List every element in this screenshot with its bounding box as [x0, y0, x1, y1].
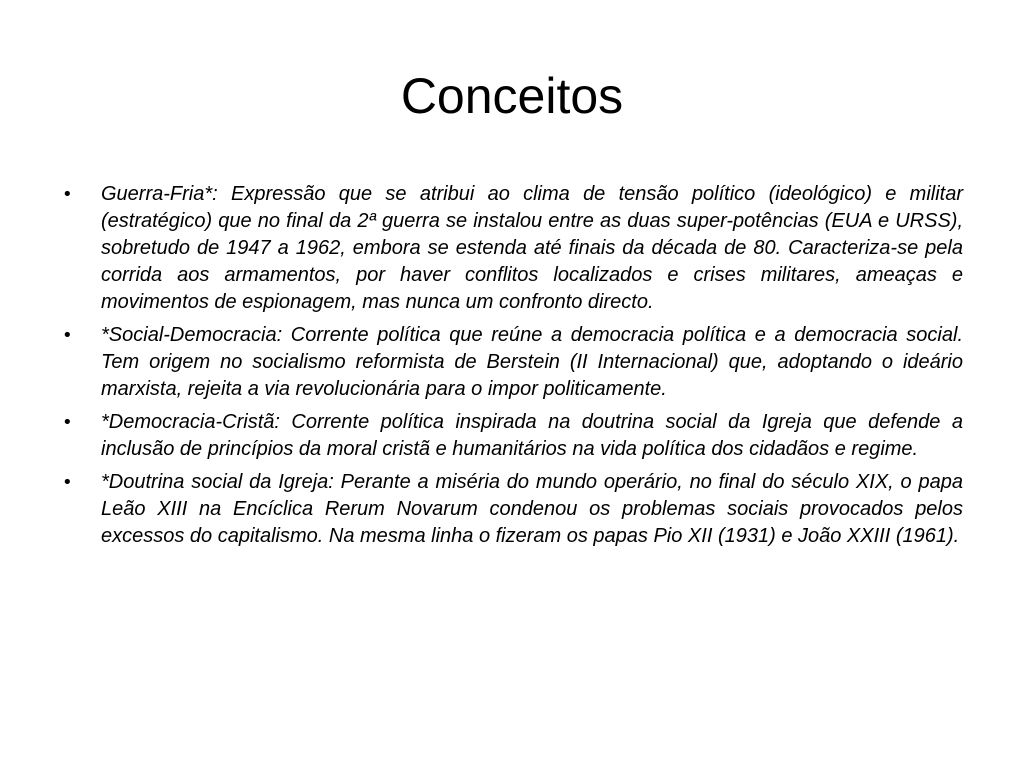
bullet-item-democracia-crista — [62, 409, 963, 463]
bullet-text: *Doutrina social da Igreja: Perante a miséria do mundo operário, no final do século XIX, o papa Leão XIII na Encíclica Rerum Novarum condenou os problemas sociais provocados pelos excessos do capitalismo. Na mesma linha o fizeram os papas Pio XII (1931) e João XXIII (1961). — [101, 471, 963, 547]
bullet-marker: • — [62, 325, 73, 346]
bullet-marker: • — [62, 412, 73, 433]
bullet-item-social-democracia — [62, 322, 963, 403]
bullet-marker: • — [62, 184, 73, 205]
bullet-text: Guerra-Fria*: Expressão que se atribui ao clima de tensão político (ideológico) e militar (estratégico) que no final da 2ª guerra se instalou entre as duas super-potências (EUA e URSS), sobretudo de 1947 a 1962, embora se estenda até finais da década de 80. Caracteriza-se pela corrida aos armamentos, por haver conflitos localizados e crises militares, ameaças e movimentos de espionagem, mas nunca um confronto directo. — [101, 183, 963, 313]
bullet-marker: • — [62, 472, 73, 493]
bullet-item-doutrina-social — [62, 469, 963, 550]
bullet-text: *Social-Democracia: Corrente política que reúne a democracia política e a democracia social. Tem origem no socialismo reformista de Berstein (II Internacional) que, adoptando o ideário marxista, rejeita a via revolucionária para o impor politicamente. — [101, 324, 963, 400]
bullet-list — [62, 181, 963, 556]
slide-title: Conceitos — [400, 68, 624, 124]
bullet-item-guerra-fria — [62, 181, 963, 316]
bullet-text: *Democracia-Cristã: Corrente política inspirada na doutrina social da Igreja que defende a inclusão de princípios da moral cristã e humanitários na vida política dos cidadãos e regime. — [101, 411, 963, 460]
